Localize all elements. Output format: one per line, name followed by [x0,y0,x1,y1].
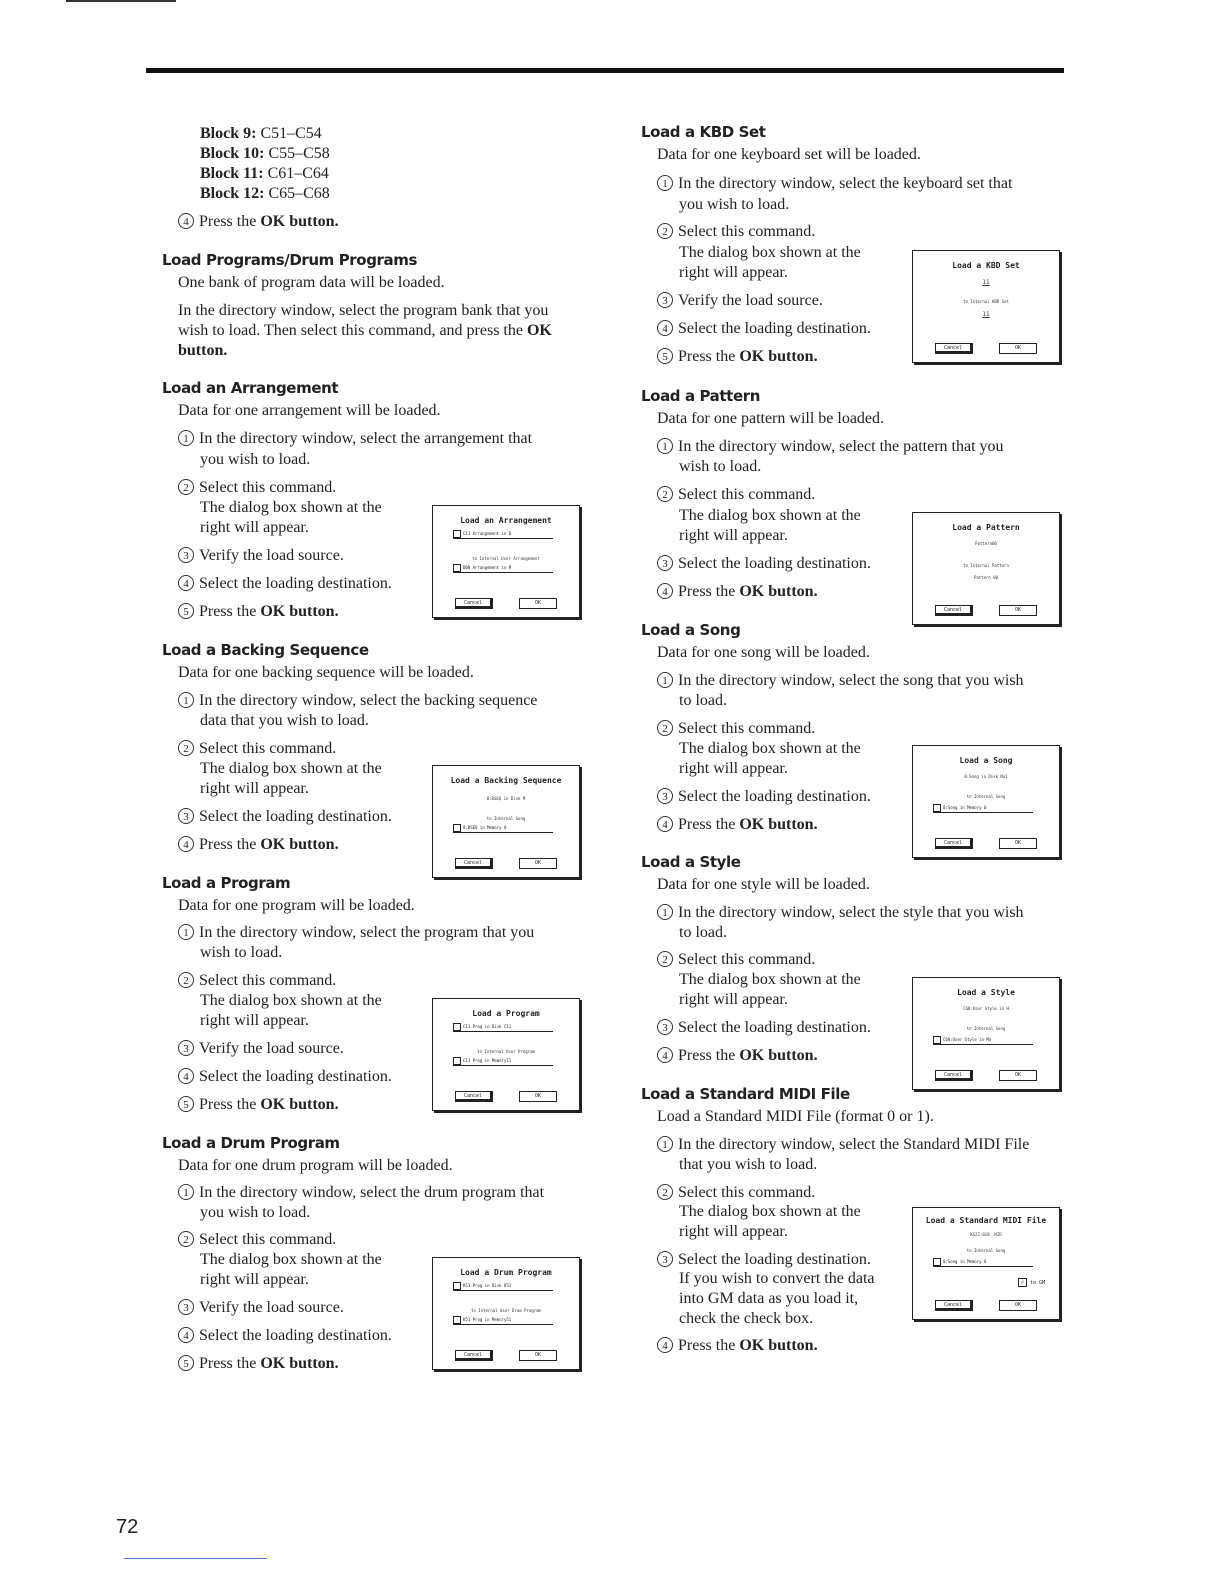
source-field[interactable]: C11 Prog in Disk C11 [453,1023,553,1032]
dialog-source: KS21-018 .MID [970,1232,1002,1237]
pat-step1b: wish to load. [679,458,762,475]
disk-icon [453,530,461,538]
heading-load-smf: Load a Standard MIDI File [641,1085,850,1103]
destination-field[interactable]: K51 Prog in Memory51 [453,1316,553,1325]
heading-load-programs: Load Programs/Drum Programs [162,251,418,269]
smf-step3: 3 Select the loading destination. [657,1250,871,1270]
source-field[interactable]: K51 Prog in Disk K51 [453,1282,553,1291]
pat-step3: 3 Select the loading destination. [657,554,871,574]
dialog-source: 0:Song in Disk No1 [964,774,1008,779]
pat-step1: 1 In the directory window, select the pattern that you [657,437,1004,457]
sty-step3: 3 Select the loading destination. [657,1018,871,1038]
cancel-button[interactable]: Cancel [455,1350,493,1361]
dr-step5: 5 Press the OK button. [178,1354,339,1374]
dialog-source: C68:User Style in H [963,1006,1009,1011]
song-step2: 2 Select this command. [657,719,815,739]
dr-step4: 4 Select the loading destination. [178,1326,392,1346]
smf-desc: Load a Standard MIDI File (format 0 or 1). [657,1108,934,1125]
pg-step1b: wish to load. [200,944,283,961]
heading-load-kbd: Load a KBD Set [641,123,766,141]
kbd-step2c: right will appear. [679,264,788,281]
dialog-load-program [432,998,580,1111]
dialog-load-kbd [912,250,1060,363]
disk-icon [453,1316,461,1324]
smf-step1: 1 In the directory window, select the Standard MIDI File [657,1135,1029,1155]
dialog-load-drum [432,1257,580,1370]
drum-desc: Data for one drum program will be loaded. [178,1157,453,1174]
smf-step3d: check the check box. [679,1310,814,1327]
arr-step5: 5 Press the OK button. [178,602,339,622]
disk-icon [453,1057,461,1065]
smf-step1b: that you wish to load. [679,1156,818,1173]
footer-rule [124,1558,267,1559]
dialog-dest-label: to Internal Pattern [963,563,1009,568]
destination-field[interactable]: 0:Song in Memory 0 [933,804,1033,813]
bs-step2: 2 Select this command. [178,739,336,759]
dialog-load-song [912,745,1060,858]
destination-field[interactable]: 0:BSEQ in Memory 0 [453,824,553,833]
dialog-load-smf [912,1207,1060,1320]
kbd-step3: 3 Verify the load source. [657,291,823,311]
cancel-button[interactable]: Cancel [455,598,493,609]
kbd-step1: 1 In the directory window, select the keyboard set that [657,174,1012,194]
smf-step3c: into GM data as you load it, [679,1290,859,1307]
ok-button[interactable]: OK [519,598,557,609]
song-desc: Data for one song will be loaded. [657,644,870,661]
ok-button[interactable]: OK [999,838,1037,849]
programs-line1: In the directory window, select the program bank that you [178,302,549,319]
disk-icon [933,804,941,812]
ok-button[interactable]: OK [519,1350,557,1361]
header-rule [146,68,1064,73]
bs-step1b: data that you wish to load. [200,712,369,729]
source-field[interactable]: C11 Arrangement in D [453,530,553,539]
dialog-load-pattern [912,512,1060,625]
page-number: 72 [116,1516,139,1538]
disk-icon [453,1023,461,1031]
pat-step4: 4 Press the OK button. [657,582,818,602]
pat-step2: 2 Select this command. [657,485,815,505]
destination-field[interactable]: C11 Prog in Memory11 [453,1057,553,1066]
programs-line2: wish to load. Then select this command, and press the OK [178,322,552,339]
ok-button[interactable]: OK [999,1300,1037,1311]
smf-step4: 4 Press the OK button. [657,1336,818,1356]
backing-desc: Data for one backing sequence will be loaded. [178,664,474,681]
disk-icon [453,1282,461,1290]
heading-load-arrangement: Load an Arrangement [162,379,339,397]
kbd-step4: 4 Select the loading destination. [657,319,871,339]
kbd-step5: 5 Press the OK button. [657,347,818,367]
gm-checkbox[interactable]: ✓ to GM [1018,1278,1045,1287]
program-desc: Data for one program will be loaded. [178,897,415,914]
sty-step1b: to load. [679,924,727,941]
dialog-dest-label: to Internal User Drum Program [471,1308,541,1313]
dialog-dest-label: to Internal KBD Set [963,299,1009,304]
dialog-title: Load a Pattern [952,523,1020,532]
dr-step1: 1 In the directory window, select the drum program that [178,1183,544,1203]
dialog-title: Load a KBD Set [952,261,1020,270]
heading-load-style: Load a Style [641,853,741,871]
dialog-title: Load a Drum Program [460,1268,552,1277]
dialog-title: Load a Program [472,1009,540,1018]
arr-step3: 3 Verify the load source. [178,546,344,566]
destination-field[interactable]: D00 Arrangement in M [453,564,553,573]
arr-step1b: you wish to load. [200,451,311,468]
bs-step4: 4 Press the OK button. [178,835,339,855]
cancel-button[interactable]: Cancel [455,1091,493,1102]
kbd-step2: 2 Select this command. [657,222,815,242]
cancel-button[interactable]: Cancel [935,605,973,616]
arr-step1: 1 In the directory window, select the arrangement that [178,429,532,449]
dr-step2b: The dialog box shown at the [200,1251,382,1268]
sty-step2c: right will appear. [679,991,788,1008]
arrangement-desc: Data for one arrangement will be loaded. [178,402,441,419]
dr-step2: 2 Select this command. [178,1230,336,1250]
pg-step1: 1 In the directory window, select the program that you [178,923,534,943]
destination-field[interactable]: 0:Song in Memory 0 [933,1258,1033,1267]
dialog-title: Load an Arrangement [460,516,552,525]
dialog-load-backing [432,765,580,878]
pg-step2: 2 Select this command. [178,971,336,991]
ok-button[interactable]: OK [999,605,1037,616]
song-step4: 4 Press the OK button. [657,815,818,835]
dialog-title: Load a Standard MIDI File [925,1216,1047,1225]
heading-load-pattern: Load a Pattern [641,387,760,405]
heading-load-song: Load a Song [641,621,741,639]
disk-icon [453,824,461,832]
pat-step2b: The dialog box shown at the [679,507,861,524]
destination-field[interactable]: Pattern 00 [973,575,999,580]
arr-step4: 4 Select the loading destination. [178,574,392,594]
disk-icon [933,1036,941,1044]
dialog-dest-label: to Internal Song [486,816,526,821]
dr-step3: 3 Verify the load source. [178,1298,344,1318]
block-11: Block 11: C61–C64 [200,165,329,182]
disk-icon [933,1258,941,1266]
ok-button[interactable]: OK [999,343,1037,354]
dialog-load-style [912,977,1060,1090]
smf-step3b: If you wish to convert the data [679,1270,875,1287]
sty-step2b: The dialog box shown at the [679,971,861,988]
song-step2b: The dialog box shown at the [679,740,861,757]
bs-step2b: The dialog box shown at the [200,760,382,777]
pg-step2b: The dialog box shown at the [200,992,382,1009]
pattern-desc: Data for one pattern will be loaded. [657,410,885,427]
cancel-button[interactable]: Cancel [455,858,493,869]
dr-step1b: you wish to load. [200,1204,311,1221]
song-step2c: right will appear. [679,760,788,777]
dr-step2c: right will appear. [200,1271,309,1288]
programs-line3: button. [178,342,228,359]
pat-step2c: right will appear. [679,527,788,544]
dialog-title: Load a Style [957,988,1015,997]
bs-step1: 1 In the directory window, select the backing sequence [178,691,537,711]
dialog-title: Load a Song [959,756,1013,765]
cancel-button[interactable]: Cancel [935,1300,973,1311]
pg-step5: 5 Press the OK button. [178,1095,339,1115]
style-desc: Data for one style will be loaded. [657,876,870,893]
ok-button[interactable]: OK [999,1070,1037,1081]
sty-step1: 1 In the directory window, select the style that you wish [657,903,1024,923]
bs-step2c: right will appear. [200,780,309,797]
destination-field[interactable]: 11 [982,311,990,318]
kbd-step2b: The dialog box shown at the [679,244,861,261]
heading-load-backing: Load a Backing Sequence [162,641,369,659]
cancel-button[interactable]: Cancel [935,838,973,849]
corner-rule [66,0,176,2]
smf-step2b: The dialog box shown at the [679,1203,861,1220]
smf-step2: 2 Select this command. [657,1183,815,1203]
pg-step2c: right will appear. [200,1012,309,1029]
disk-icon [453,564,461,572]
dialog-source: 11 [982,279,990,286]
bs-step3: 3 Select the loading destination. [178,807,392,827]
kbd-step1b: you wish to load. [679,196,790,213]
dialog-load-arrangement [432,505,580,618]
pg-step4: 4 Select the loading destination. [178,1067,392,1087]
cancel-button[interactable]: Cancel [935,1070,973,1081]
smf-step2c: right will appear. [679,1223,788,1240]
programs-desc: One bank of program data will be loaded. [178,274,445,291]
checkmark-icon: ✓ [1018,1278,1027,1287]
arr-step2b: The dialog box shown at the [200,499,382,516]
dialog-dest-label: to Internal Song [966,1026,1006,1031]
arr-step2: 2 Select this command. [178,478,336,498]
ok-button[interactable]: OK [519,858,557,869]
heading-load-drum: Load a Drum Program [162,1134,340,1152]
kbd-desc: Data for one keyboard set will be loaded. [657,146,921,163]
pg-step3: 3 Verify the load source. [178,1039,344,1059]
block-12: Block 12: C65–C68 [200,185,330,202]
sty-step4: 4 Press the OK button. [657,1046,818,1066]
step-press-ok: 4 Press the OK button. [178,212,339,232]
block-10: Block 10: C55–C58 [200,145,330,162]
dialog-dest-label: to Internal User Arrangement [472,556,540,561]
dialog-source: 0:BSEQ in Disk M [486,796,526,801]
cancel-button[interactable]: Cancel [935,343,973,354]
dialog-source: Pattern00 [975,541,997,546]
block-9: Block 9: C51–C54 [200,125,322,142]
heading-load-program: Load a Program [162,874,291,892]
song-step3: 3 Select the loading destination. [657,787,871,807]
dialog-dest-label: to Internal Song [966,1248,1006,1253]
dialog-dest-label: to Internal User Program [477,1049,535,1054]
ok-button[interactable]: OK [519,1091,557,1102]
dialog-dest-label: to Internal Song [966,794,1006,799]
arr-step2c: right will appear. [200,519,309,536]
destination-field[interactable]: C68:User Style in Mo [933,1036,1033,1045]
song-step1b: to load. [679,692,727,709]
song-step1: 1 In the directory window, select the song that you wish [657,671,1024,691]
sty-step2: 2 Select this command. [657,950,815,970]
dialog-title: Load a Backing Sequence [450,776,562,785]
